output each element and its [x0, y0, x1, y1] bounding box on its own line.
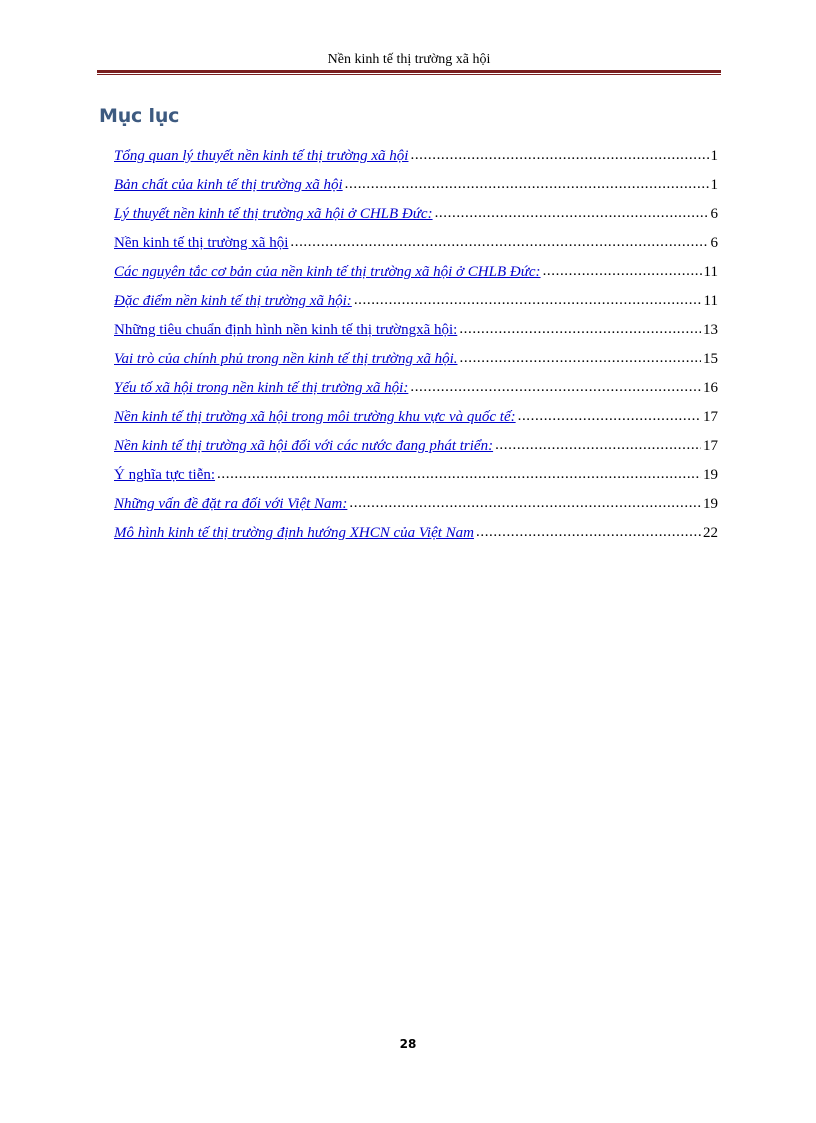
toc-dot-leader [410, 145, 708, 165]
toc-entry [114, 291, 718, 320]
header-rule-thick [97, 70, 721, 73]
toc-link[interactable]: Ý nghĩa tực tiễn: [114, 467, 216, 483]
toc-link[interactable]: Đặc điểm nền kinh tế thị trường xã hội: [114, 293, 352, 309]
toc-page-number: 17 [703, 409, 718, 425]
header-rule [97, 70, 721, 75]
toc-link[interactable]: Những vấn đề đặt ra đối với Việt Nam: [114, 496, 348, 512]
toc-dot-leader [476, 522, 701, 542]
toc-entry [114, 320, 718, 349]
toc-page-number: 6 [710, 235, 718, 251]
toc-page-number: 17 [703, 438, 718, 454]
toc-dot-leader [495, 435, 701, 455]
toc-link[interactable]: Nền kinh tế thị trường xã hội trong môi trường khu vực và quốc tế: [114, 409, 516, 425]
toc-page-number: 22 [703, 525, 718, 541]
toc-page-number: 19 [703, 496, 718, 512]
toc-page-number: 16 [703, 380, 718, 396]
toc-dot-leader [290, 232, 708, 252]
toc-entry [114, 407, 718, 436]
toc-entry [114, 146, 718, 175]
toc-entry [114, 262, 718, 291]
toc-dot-leader [435, 203, 709, 223]
toc-entry [114, 523, 718, 552]
toc-page-number: 19 [703, 467, 718, 483]
toc-dot-leader [217, 464, 701, 484]
toc-link[interactable]: Nền kinh tế thị trường xã hội đối với các nước đang phát triển: [114, 438, 494, 454]
toc-dot-leader [354, 290, 702, 310]
toc-page-number: 13 [703, 322, 718, 338]
toc-link[interactable]: Các nguyên tắc cơ bản của nền kinh tế thị trường xã hội ở CHLB Đức: [114, 264, 541, 280]
toc-entry [114, 494, 718, 523]
toc-link[interactable]: Bản chất của kinh tế thị trường xã hội [114, 177, 343, 193]
toc-link[interactable]: Vai trò của chính phủ trong nền kinh tế thị trường xã hội. [114, 351, 458, 367]
toc-entry [114, 233, 718, 262]
toc-entry [114, 378, 718, 407]
running-header: Nền kinh tế thị trường xã hội [327, 52, 491, 67]
toc-list [114, 146, 718, 552]
toc-link[interactable]: Những tiêu chuẩn định hình nền kinh tế thị trườngxã hội: [114, 322, 458, 338]
toc-link[interactable]: Nền kinh tế thị trường xã hội [114, 235, 289, 251]
toc-dot-leader [410, 377, 701, 397]
toc-dot-leader [349, 493, 701, 513]
toc-dot-leader [459, 319, 701, 339]
toc-dot-leader [518, 406, 701, 426]
header-rule-thin [97, 74, 721, 75]
toc-entry [114, 349, 718, 378]
toc-entry [114, 175, 718, 204]
toc-page-number: 1 [710, 148, 718, 164]
toc-page-number: 6 [710, 206, 718, 222]
toc-link[interactable]: Tổng quan lý thuyết nền kinh tế thị trường xã hội [114, 148, 409, 164]
page-number: 28 [399, 1037, 417, 1051]
toc-dot-leader [345, 174, 709, 194]
toc-page-number: 11 [703, 293, 718, 309]
toc-dot-leader [543, 261, 702, 281]
toc-link[interactable]: Lý thuyết nền kinh tế thị trường xã hội ở CHLB Đức: [114, 206, 433, 222]
toc-heading: Mục lục [99, 105, 180, 127]
toc-dot-leader [460, 348, 701, 368]
toc-entry [114, 204, 718, 233]
toc-page-number: 1 [710, 177, 718, 193]
toc-entry [114, 465, 718, 494]
toc-entry [114, 436, 718, 465]
toc-page-number: 11 [703, 264, 718, 280]
toc-page-number: 15 [703, 351, 718, 367]
toc-link[interactable]: Yếu tố xã hội trong nền kinh tế thị trường xã hội: [114, 380, 409, 396]
toc-link[interactable]: Mô hình kinh tế thị trường định hướng XHCN của Việt Nam [114, 525, 474, 541]
